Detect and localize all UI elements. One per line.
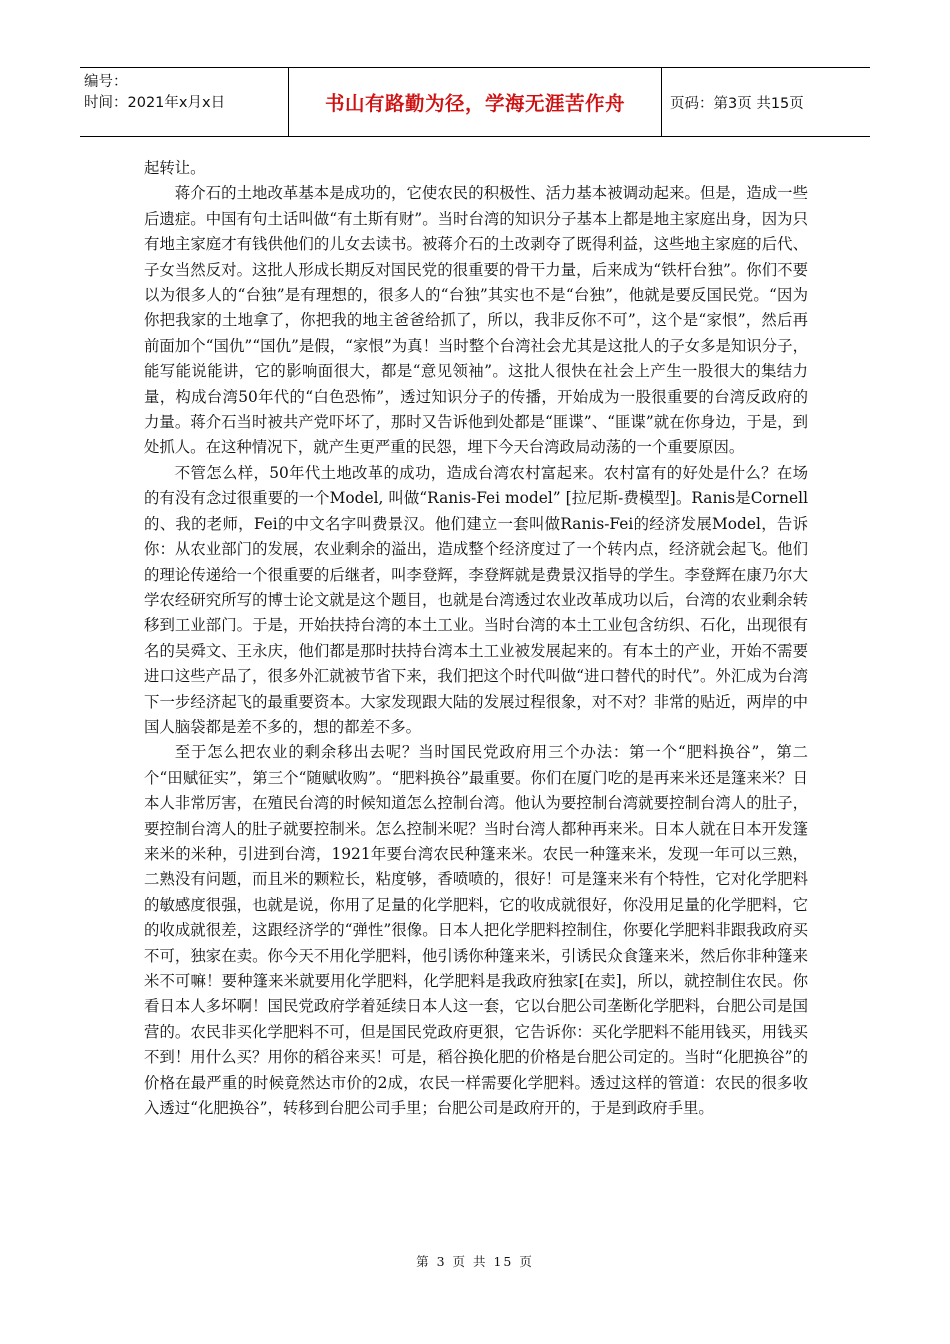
date-label: 时间：2021年x月x日 xyxy=(84,95,226,111)
page-header xyxy=(80,67,870,137)
header-motto: 书山有路勤为径，学海无涯苦作舟 xyxy=(289,68,662,136)
paragraph: 蒋介石的土地改革基本是成功的，它使农民的积极性、活力基本被调动起来。但是，造成一些后遗症。中国有句土话叫做“有土斯有财”。当时台湾的知识分子基本上都是地主家庭出身，因为只有地主家庭才有钱供他们的儿女去读书。被蒋介石的土改剥夺了既得利益，这些地主家庭的后代、子女当然反对。这批人形成长期反对国民党的很重要的骨干力量，后来成为“铁杆台独”。你们不要以为很多人的“台独”是有理想的，很多人的“台独”其实也不是“台独”，他就是要反国民党。“因为你把我家的土地拿了，你把我的地主爸爸给抓了，所以，我非反你不可”，这个是“家恨”，然后再前面加个“国仇”“国仇”是假，“家恨”为真！当时整个台湾社会尤其是这批人的子女多是知识分子，能写能说能讲，它的影响面很大，都是“意见领袖”。这批人很快在社会上产生一股很大的集结力量，构成台湾50年代的“白色恐怖”，透过知识分子的传播，开始成为一股很重要的台湾反政府的力量。蒋介石当时被共产党吓坏了，那时又告诉他到处都是“匪谍”、“匪谍”就在你身边，于是，到处抓人。在这种情况下，就产生更严重的民怨，埋下今天台湾政局动荡的一个重要原因。 xyxy=(144,184,808,457)
header-page-info: 页码：第3页 共15页 xyxy=(670,95,804,112)
paragraph-continuation: 起转让。 xyxy=(144,159,206,177)
paragraph: 至于怎么把农业的剩余移出去呢？当时国民党政府用三个办法：第一个“肥料换谷”，第二个“田赋征实”，第三个“随赋收购”。“肥料换谷”最重要。你们在厦门吃的是再来米还是篷来米？日本人非常厉害，在殖民台湾的时候知道怎么控制台湾。他认为要控制台湾就要控制台湾人的肚子，要控制台湾人的肚子就要控制米。怎么控制米呢？当时台湾人都种再来米。日本人就在日本开发篷来米的米种，引进到台湾，1921年要台湾农民种篷来米。农民一种篷来米，发现一年可以三熟，二熟没有问题，而且米的颗粒长，粘度够，香喷喷的，很好！可是篷来米有个特性，它对化学肥料的敏感度很强，也就是说，你用了足量的化学肥料，它的收成就很好，你没用足量的化学肥料，它的收成就很差，这跟经济学的“弹性”很像。日本人把化学肥料控制住，你要化学肥料非跟我政府买不可，独家在卖。你今天不用化学肥料，他引诱你种篷来米，引诱民众食篷来米，然后你非种篷来米不可嘛！要种篷来米就要用化学肥料，化学肥料是我政府独家[在卖]，所以，就控制住农民。你看日本人多坏啊！国民党政府学着延续日本人这一套，它以台肥公司垄断化学肥料，台肥公司是国营的。农民非买化学肥料不可，但是国民党政府更狠，它告诉你：买化学肥料不能用钱买，用钱买不到！用什么买？用你的稻谷来买！可是，稻谷换化肥的价格是台肥公司定的。当时“化肥换谷”的价格在最严重的时候竟然达市价的2成，农民一样需要化学肥料。透过这样的管道：农民的很多收入透过“化肥换谷”，转移到台肥公司手里；台肥公司是政府开的，于是到政府手里。 xyxy=(144,743,808,1118)
header-meta xyxy=(80,68,289,136)
paragraph: 不管怎么样，50年代土地改革的成功，造成台湾农村富起来。农村富有的好处是什么？在场的有没有念过很重要的一个Model, 叫做“Ranis-Fei model” [拉尼斯-费模型]。Ranis是Cornell的、我的老师，Fei的中文名字叫费景汉。他们建立一套叫做Ranis-Fei的经济发展Model，告诉你：从农业部门的发展，农业剩余的溢出，造成整个经济度过了一个转内点，经济就会起飞。他们的理论传递给一个很重要的后继者，叫李登辉，李登辉就是费景汉指导的学生。李登辉在康乃尔大学农经研究所写的博士论文就是这个题目，也就是台湾透过农业改革成功以后，台湾的农业剩余转移到工业部门。于是，开始扶持台湾的本土工业。当时台湾的本土工业包含纺织、石化，出现很有名的吴舜文、王永庆，他们都是那时扶持台湾本土工业被发展起来的。有本土的产业，开始不需要进口这些产品了，很多外汇就被节省下来，我们把这个时代叫做“进口替代的时代”。外汇成为台湾下一步经济起飞的最重要资本。大家发现跟大陆的发展过程很象，对不对？非常的贴近，两岸的中国人脑袋都是差不多的，想的都差不多。 xyxy=(144,463,808,736)
document-body xyxy=(144,156,808,1121)
page-footer: 第 3 页 共 15 页 xyxy=(416,1254,534,1269)
number-label: 编号： xyxy=(84,74,128,90)
